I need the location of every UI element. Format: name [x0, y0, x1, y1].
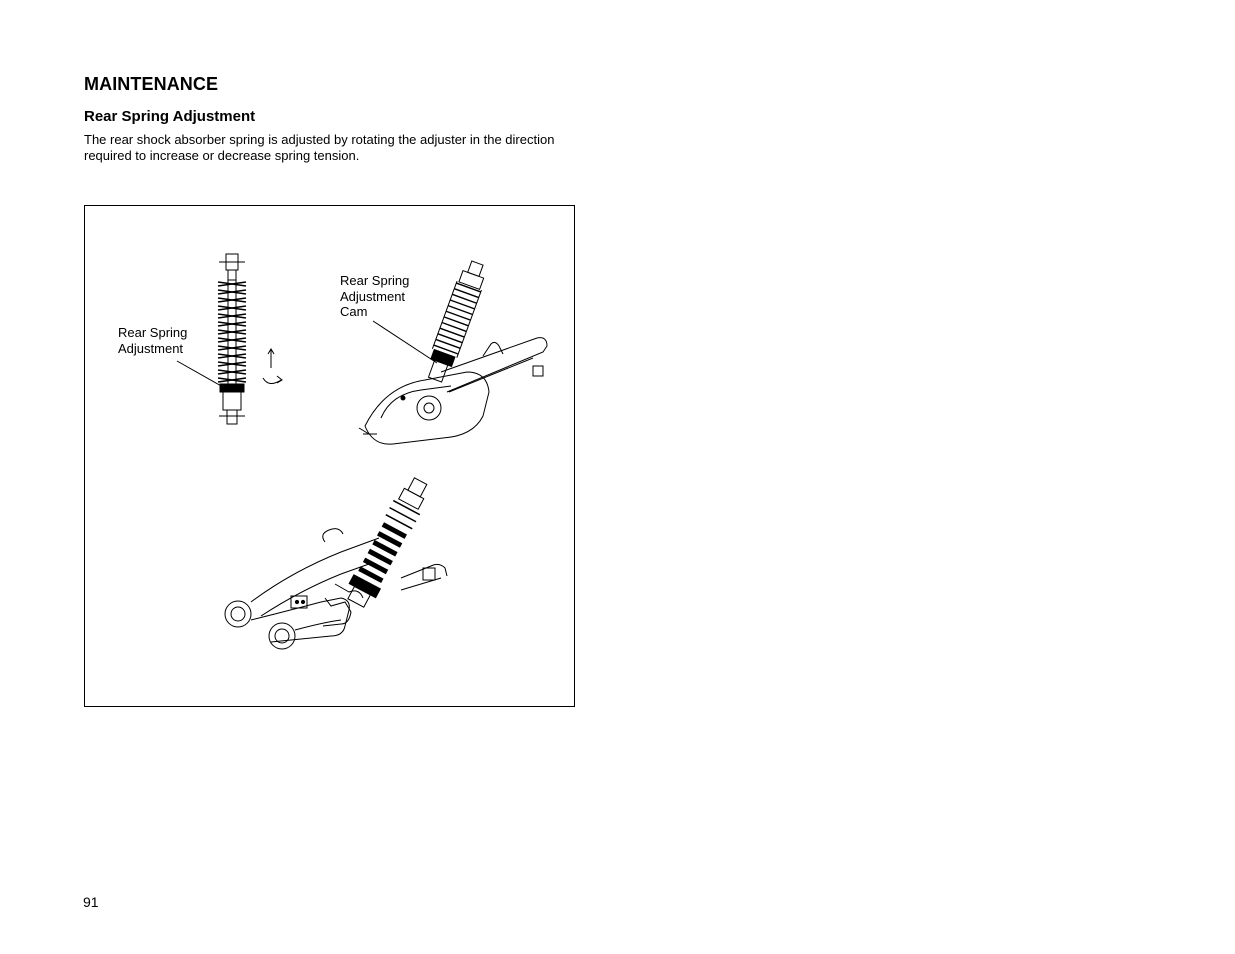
left-callout-leader: [177, 361, 223, 387]
subsection-title: Rear Spring Adjustment: [84, 108, 256, 125]
section-title: MAINTENANCE: [84, 74, 219, 94]
upright-shock-drawing: [218, 254, 282, 424]
instruction-paragraph: The rear shock absorber spring is adjusted by rotating the adjuster in the direction required to increase or decrease spring tension.: [84, 132, 555, 163]
right-callout-leader: [373, 321, 437, 363]
lower-shock-drawing: [225, 474, 447, 649]
rear-spring-adjustment-cam-label: Rear Spring Adjustment Cam: [340, 273, 410, 319]
rear-spring-adjustment-label: Rear Spring Adjustment: [118, 325, 188, 356]
shock-absorber-figure: [84, 205, 575, 707]
page-number: 91: [83, 894, 99, 910]
shock-absorber-illustration: [85, 206, 573, 705]
